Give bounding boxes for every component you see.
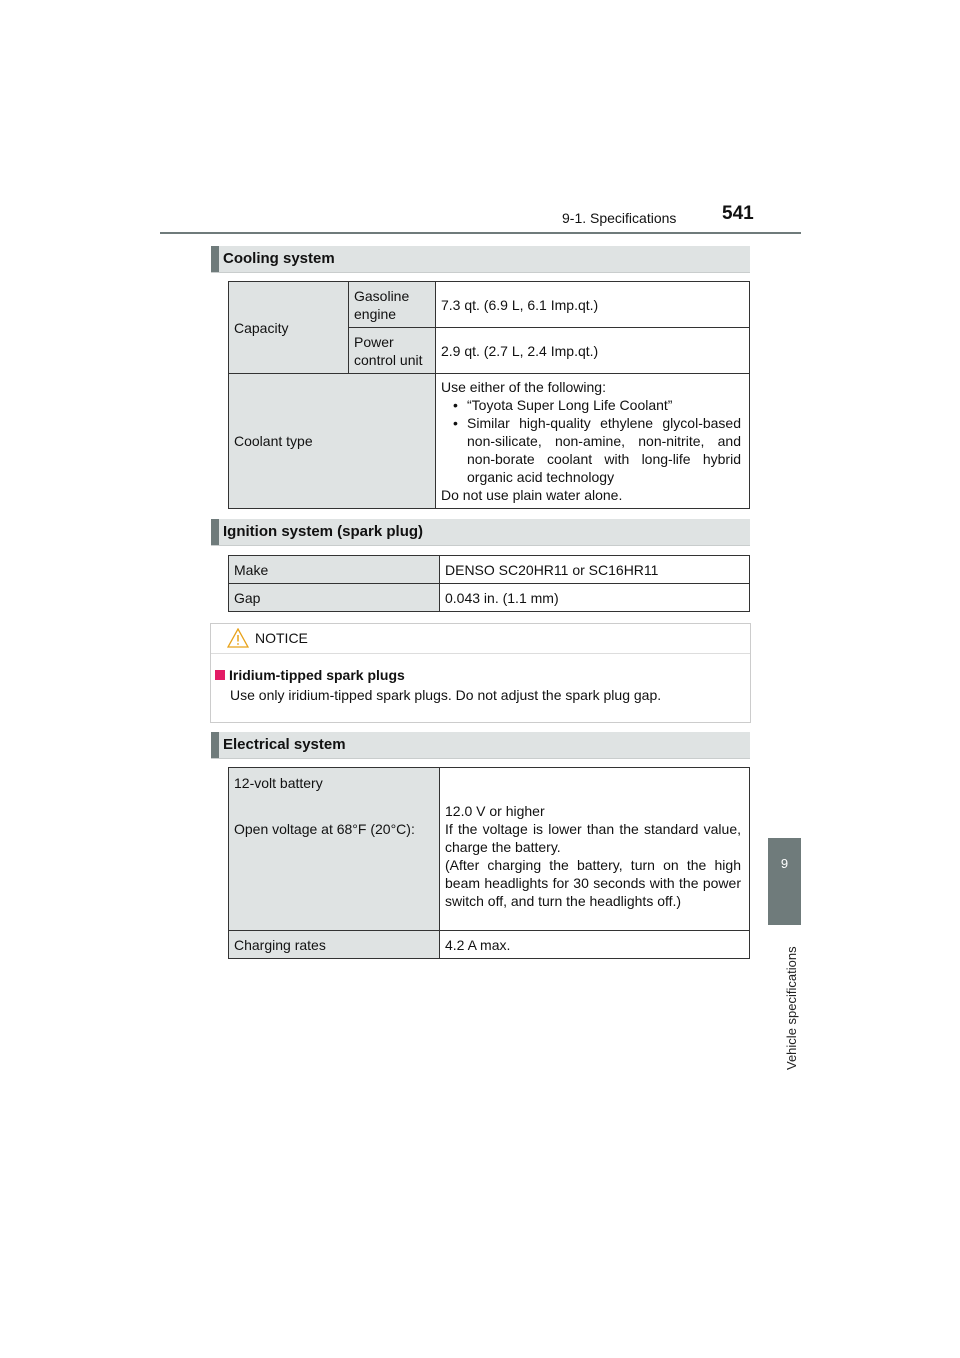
pcu-label: Power control unit	[349, 328, 436, 374]
pcu-value: 2.9 qt. (2.7 L, 2.4 Imp.qt.)	[436, 328, 750, 374]
charging-value: 4.2 A max.	[440, 931, 750, 959]
chapter-label: Vehicle specifications	[784, 946, 799, 1070]
capacity-label: Capacity	[229, 282, 349, 374]
make-value: DENSO SC20HR11 or SC16HR11	[440, 556, 750, 584]
coolant-label: Coolant type	[229, 374, 436, 509]
voltage-value-cell	[440, 768, 750, 931]
gasoline-value: 7.3 qt. (6.9 L, 6.1 Imp.qt.)	[436, 282, 750, 328]
chapter-tab	[768, 838, 801, 925]
coolant-intro: Use either of the following:	[441, 379, 606, 395]
cooling-title: Cooling system	[223, 250, 335, 267]
battery-label-cell	[229, 768, 440, 931]
notice-box	[210, 623, 751, 723]
voltage-note: If the voltage is lower than the standard value, charge the battery.	[445, 821, 741, 855]
battery-label: 12-volt battery	[234, 775, 323, 791]
electrical-title: Electrical system	[223, 736, 346, 753]
header-rule	[160, 232, 801, 234]
charging-label: Charging rates	[229, 931, 440, 959]
warning-icon	[227, 628, 249, 648]
make-label: Make	[229, 556, 440, 584]
coolant-list	[441, 396, 741, 486]
voltage-note-2: (After charging the battery, turn on the high beam headlights for 30 seconds with the power switch off, and turn the headlights off.)	[445, 857, 741, 909]
ignition-heading	[211, 519, 750, 546]
electrical-table	[228, 767, 750, 959]
page-number: 541	[722, 203, 754, 224]
notice-title-text: Iridium-tipped spark plugs	[229, 667, 405, 683]
coolant-note: Do not use plain water alone.	[441, 487, 623, 503]
ignition-table	[228, 555, 750, 612]
gap-label: Gap	[229, 584, 440, 612]
ignition-title: Ignition system (spark plug)	[223, 523, 424, 540]
list-item: • Similar high-quality ethylene glycol-based non-silicate, non-amine, non-nitrite, and non-borate coolant with long-life hybrid organic acid technology	[441, 414, 741, 486]
cooling-heading	[211, 246, 750, 273]
gap-value: 0.043 in. (1.1 mm)	[440, 584, 750, 612]
list-item: • “Toyota Super Long Life Coolant”	[441, 396, 741, 414]
voltage-value: 12.0 V or higher	[445, 803, 545, 819]
section-title: 9-1. Specifications	[562, 210, 677, 226]
coolant-value	[436, 374, 750, 509]
notice-header	[211, 624, 750, 654]
voltage-label: Open voltage at 68°F (20°C):	[234, 821, 415, 837]
gasoline-label: Gasoline engine	[349, 282, 436, 328]
notice-label: NOTICE	[255, 630, 308, 646]
cooling-table	[228, 281, 750, 509]
notice-title	[215, 667, 405, 683]
electrical-heading	[211, 732, 750, 759]
notice-text: Use only iridium-tipped spark plugs. Do not adjust the spark plug gap.	[230, 687, 662, 703]
square-bullet-icon	[215, 670, 225, 680]
chapter-number: 9	[780, 856, 789, 871]
